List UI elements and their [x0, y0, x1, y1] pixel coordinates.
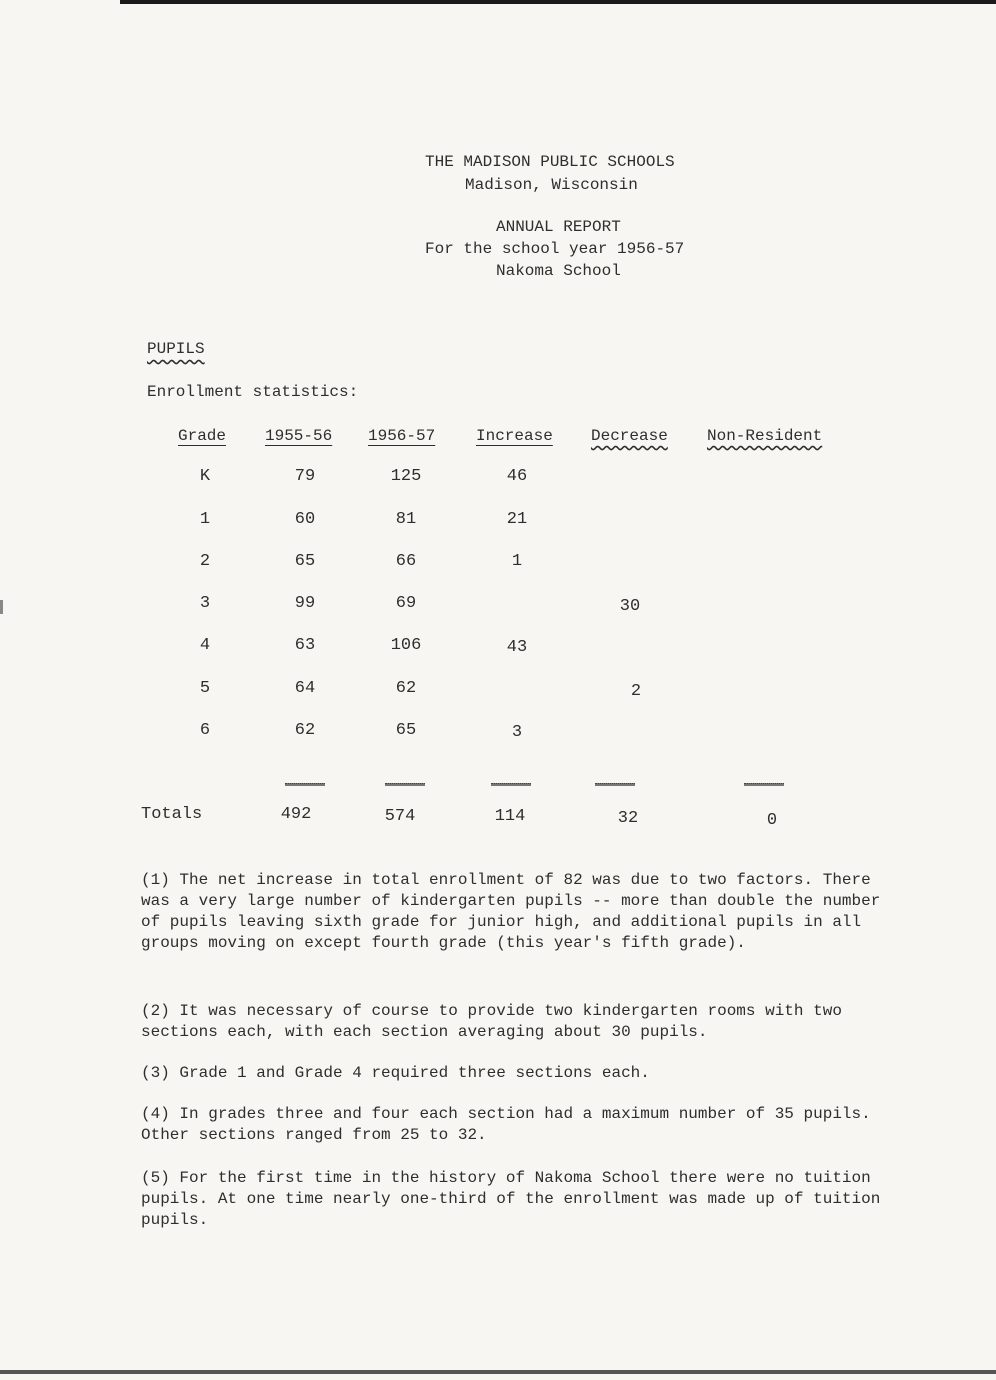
table-row-4-increase: 43	[506, 638, 528, 657]
table-row-2-increase: 1	[511, 552, 523, 571]
table-row-1-1956: 81	[395, 510, 417, 529]
col-header-1955: 1955-56	[265, 427, 333, 445]
header-org: THE MADISON PUBLIC SCHOOLS	[425, 153, 675, 171]
paragraph-2: (2) It was necessary of course to provide two kindergarten rooms with two sections each, with each section averaging about 30 pupils.	[141, 1002, 842, 1041]
table-row-3-1955: 99	[294, 594, 316, 613]
total-rule-increase	[491, 783, 531, 786]
paragraph-3: (3) Grade 1 and Grade 4 required three sections each.	[141, 1064, 650, 1082]
paragraph-5: (5) For the first time in the history of Nakoma School there were no tuition pupils. At one time nearly one-third of the enrollment was made up of tuition pupils.	[141, 1169, 881, 1229]
total-rule-1955	[285, 783, 325, 786]
header-city: Madison, Wisconsin	[465, 176, 638, 194]
totals-1955: 492	[280, 805, 312, 824]
table-row-6-1955: 62	[294, 721, 316, 740]
table-row-4-1955: 63	[294, 636, 316, 655]
totals-increase: 114	[494, 807, 526, 826]
table-row-k-1955: 79	[294, 467, 316, 486]
table-row-5-grade: 5	[199, 679, 211, 698]
scan-top-edge	[120, 0, 996, 4]
paragraph-4: (4) In grades three and four each section had a maximum number of 35 pupils. Other sections ranged from 25 to 32.	[141, 1105, 871, 1144]
section-title: PUPILS	[147, 340, 205, 358]
table-row-3-decrease: 30	[619, 597, 641, 616]
scan-bottom-edge	[0, 1370, 996, 1374]
table-row-2-1956: 66	[395, 552, 417, 571]
col-header-1956: 1956-57	[368, 427, 436, 445]
table-row-4-1956: 106	[390, 636, 422, 655]
col-header-decrease: Decrease	[591, 427, 668, 445]
total-rule-decrease	[595, 783, 635, 786]
table-row-1-1955: 60	[294, 510, 316, 529]
totals-nonresident: 0	[766, 811, 778, 830]
table-row-4-grade: 4	[199, 636, 211, 655]
header-report: ANNUAL REPORT	[496, 218, 621, 236]
table-row-3-1956: 69	[395, 594, 417, 613]
totals-1956: 574	[384, 807, 416, 826]
table-row-6-1956: 65	[395, 721, 417, 740]
table-row-6-increase: 3	[511, 723, 523, 742]
col-header-grade: Grade	[178, 427, 227, 445]
table-row-k-1956: 125	[390, 467, 422, 486]
header-year: For the school year 1956-57	[425, 240, 685, 258]
total-rule-1956	[385, 783, 425, 786]
table-row-5-1955: 64	[294, 679, 316, 698]
totals-label: Totals	[141, 805, 203, 824]
subheading: Enrollment statistics:	[147, 383, 359, 401]
col-header-increase: Increase	[476, 427, 553, 445]
table-row-6-grade: 6	[199, 721, 211, 740]
header-school: Nakoma School	[496, 262, 621, 280]
table-row-k-grade: K	[199, 467, 211, 486]
table-row-3-grade: 3	[199, 594, 211, 613]
table-row-5-decrease: 2	[630, 682, 642, 701]
col-header-nonresident: Non-Resident	[707, 427, 823, 445]
table-row-2-grade: 2	[199, 552, 211, 571]
table-row-1-grade: 1	[199, 510, 211, 529]
totals-decrease: 32	[617, 809, 639, 828]
scan-margin-mark	[0, 600, 3, 614]
table-row-1-increase: 21	[506, 510, 528, 529]
paragraph-1: (1) The net increase in total enrollment of 82 was due to two factors. There was a very large number of kindergarten pupils -- more than double the number of pupils leaving sixth grade for junior high, and additional pupils in all groups moving on except fourth grade (this year's fifth grade).	[141, 871, 881, 952]
total-rule-nonresident	[744, 783, 784, 786]
table-row-k-increase: 46	[506, 467, 528, 486]
table-row-2-1955: 65	[294, 552, 316, 571]
table-row-5-1956: 62	[395, 679, 417, 698]
